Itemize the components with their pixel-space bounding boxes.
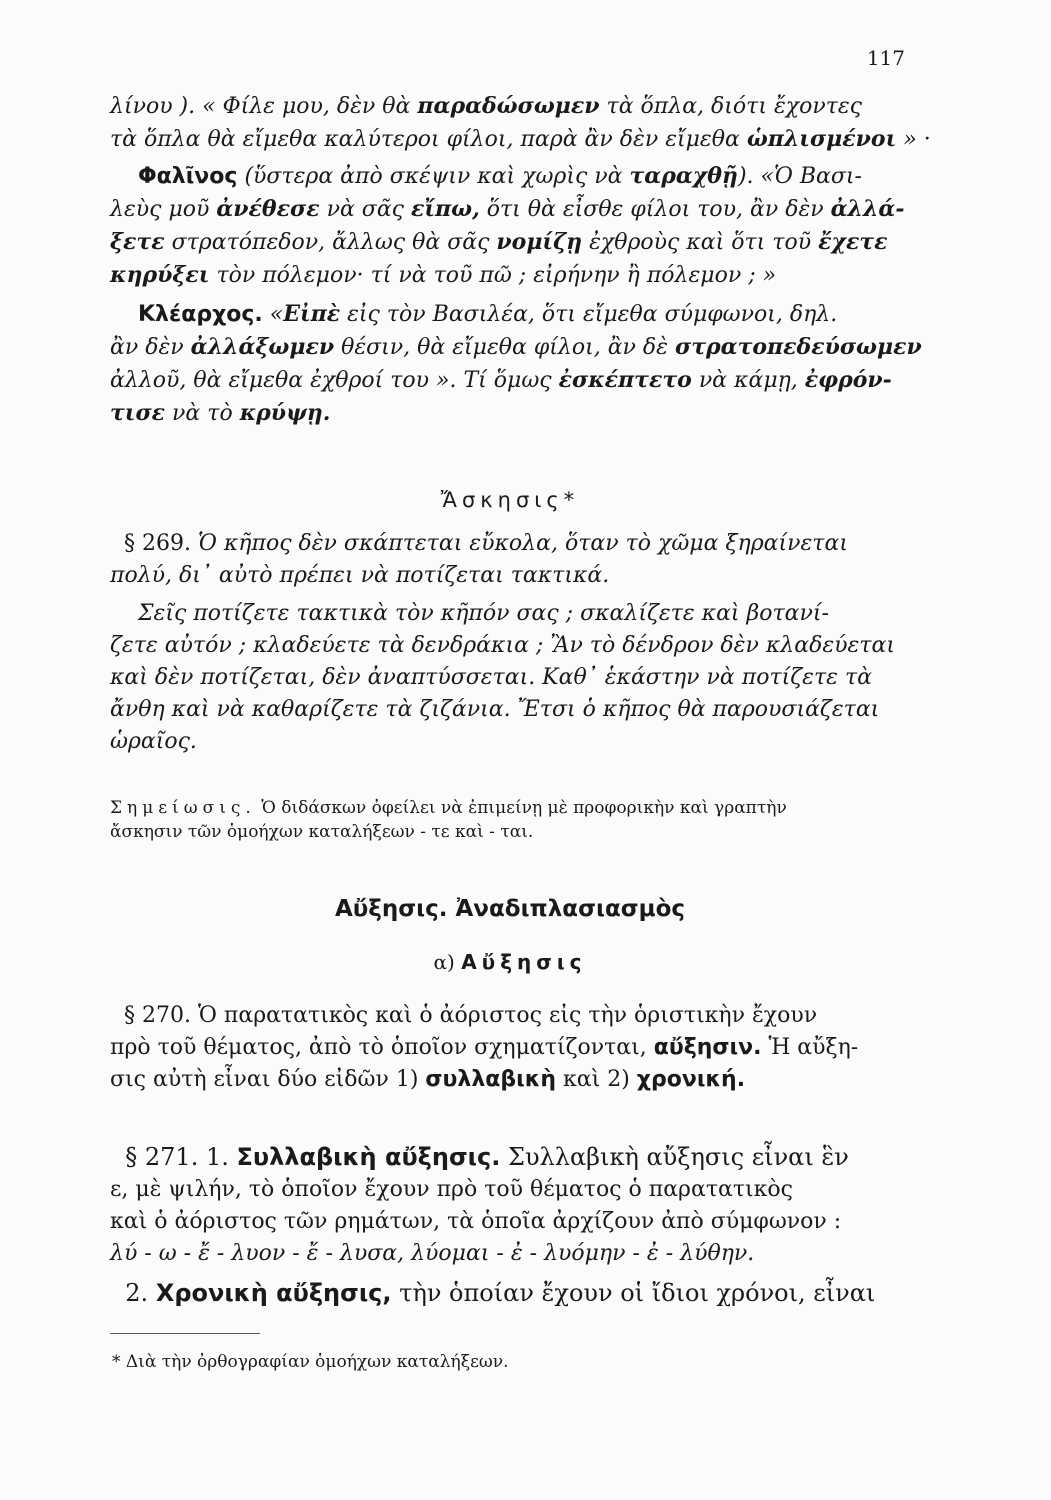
exercise-title: Ἄσκησις*	[440, 488, 580, 512]
text-line: τὰ ὅπλα θὰ εἴμεθα καλύτεροι φίλοι, παρὰ ἂν δὲν εἴμεθα ὡπλισμένοι » ·	[110, 126, 931, 152]
text-line: σις αὐτὴ εἶναι δύο εἰδῶν 1) συλλαβικὴ καὶ 2) χρονική.	[110, 1067, 746, 1092]
text-line: ζετε αὐτόν ; κλαδεύετε τὰ δενδράκια ; Ἂν τὸ δένδρον δὲν κλαδεύεται	[110, 633, 895, 658]
text-line: ξετε στρατόπεδον, ἄλλως θὰ σᾶς νομίζῃ ἐχθροὺς καὶ ὅτι τοῦ ἔχετε	[110, 229, 888, 255]
text-line: καὶ δὲν ποτίζεται, δὲν ἀναπτύσσεται. Καθ᾿ ἑκάστην νὰ ποτίζετε τὰ	[110, 665, 872, 690]
section-heading: Αὔξησις. Ἀναδιπλασιασμὸς	[334, 896, 686, 922]
text-line: κηρύξει τὸν πόλεμον· τί νὰ τοῦ πῶ ; εἰρήνην ἢ πόλεμον ; »	[110, 262, 777, 288]
section-number: § 271. 1.	[125, 1143, 229, 1171]
subheading-wrap	[110, 950, 910, 974]
subheading: α) Αὔξησις	[433, 950, 587, 974]
text-line: 2. Χρονικὴ αὔξησις, τὴν ὁποίαν ἔχουν οἱ ἴδιοι χρόνοι, εἶναι	[125, 1279, 876, 1307]
text-line: λεὺς μοῦ ἀνέθεσε νὰ σᾶς εἴπω, ὅτι θὰ εἶσθε φίλοι του, ἂν δὲν ἀλλά-	[110, 196, 905, 222]
exercise-block	[110, 482, 910, 758]
text-line: § 269. Ὁ κῆπος δὲν σκάπτεται εὔκολα, ὅταν τὸ χῶμα ξηραίνεται	[124, 531, 848, 556]
text-line: λύ - ω - ἔ - λυον - ἔ - λυσα, λύομαι - ἐ - λυόμην - ἐ - λύθην.	[110, 1241, 755, 1266]
text-line: § 271. 1. Συλλαβικὴ αὔξησις. Συλλαβικὴ αὔξησις εἶναι ἓν	[125, 1143, 849, 1171]
section-270	[110, 1000, 910, 1096]
speaker-name: Κλέαρχος.	[137, 302, 263, 327]
text-line: πρὸ τοῦ θέματος, ἀπὸ τὸ ὁποῖον σχηματίζονται, αὔξησιν. Ἡ αὔξη-	[110, 1035, 859, 1060]
section-number: § 269.	[124, 531, 191, 556]
text-line: Κλέαρχος. «Εἰπὲ εἰς τὸν Βασιλέα, ὅτι εἴμεθα σύμφωνοι, δηλ.	[137, 301, 838, 327]
note-label: Σημείωσις.	[110, 798, 256, 818]
text-line: ε, μὲ ψιλήν, τὸ ὁποῖον ἔχουν πρὸ τοῦ θέματος ὁ παρατατικὸς	[110, 1177, 793, 1202]
text-line: ἀλλοῦ, θὰ εἴμεθα ἐχθροί του ». Τί ὅμως ἐσκέπτετο νὰ κάμῃ, ἐφρόν-	[110, 367, 892, 393]
text-line: ὡραῖος.	[110, 729, 197, 754]
footnote-rule	[110, 1333, 260, 1334]
note-line: Σημείωσις. Ὁ διδάσκων ὀφείλει νὰ ἐπιμείνῃ μὲ προφορικὴν καὶ γραπτὴν	[110, 798, 787, 818]
text-line: ἄνθη καὶ νὰ καθαρίζετε τὰ ζιζάνια. Ἔτσι ὁ κῆπος θὰ παρουσιάζεται	[110, 697, 880, 722]
text-line: πολύ, δι᾿ αὐτὸ πρέπει νὰ ποτίζεται τακτικά.	[110, 563, 610, 588]
text-line: ἂν δὲν ἀλλάξωμεν θέσιν, θὰ εἴμεθα φίλοι, ἂν δὲ στρατοπεδεύσωμεν	[110, 334, 922, 360]
text-line: Φαλῖνος (ὕστερα ἀπὸ σκέψιν καὶ χωρὶς νὰ ταραχθῇ). «Ὁ Βασι-	[137, 163, 862, 189]
note-block	[110, 796, 910, 844]
text-line: καὶ ὁ ἀόριστος τῶν ρημάτων, τὰ ὁποῖα ἀρχίζουν ἀπὸ σύμφωνον :	[110, 1209, 842, 1234]
section-271	[110, 1140, 910, 1310]
section-heading-wrap	[110, 896, 910, 922]
section-number: § 270.	[124, 1003, 191, 1028]
note-line: ἄσκησιν τῶν ὁμοήχων καταλήξεων - τε καὶ - ται.	[110, 822, 534, 842]
speaker-name: Φαλῖνος	[137, 164, 238, 189]
page-number: 117	[866, 46, 905, 70]
text-line: § 270. Ὁ παρατατικὸς καὶ ὁ ἀόριστος εἰς τὴν ὁριστικὴν ἔχουν	[124, 1003, 818, 1028]
text-line: Σεῖς ποτίζετε τακτικὰ τὸν κῆπόν σας ; σκαλίζετε καὶ βοτανί-	[137, 601, 829, 626]
footnote-block	[110, 1350, 910, 1374]
dialogue-block	[110, 90, 931, 430]
text-line: λίνου ). « Φίλε μου, δὲν θὰ παραδώσωμεν τὰ ὅπλα, διότι ἔχοντες	[110, 93, 863, 119]
text-line: τισε νὰ τὸ κρύψῃ.	[110, 400, 331, 426]
footnote: * Διὰ τὴν ὀρθογραφίαν ὁμοήχων καταλήξεων.	[112, 1352, 509, 1372]
